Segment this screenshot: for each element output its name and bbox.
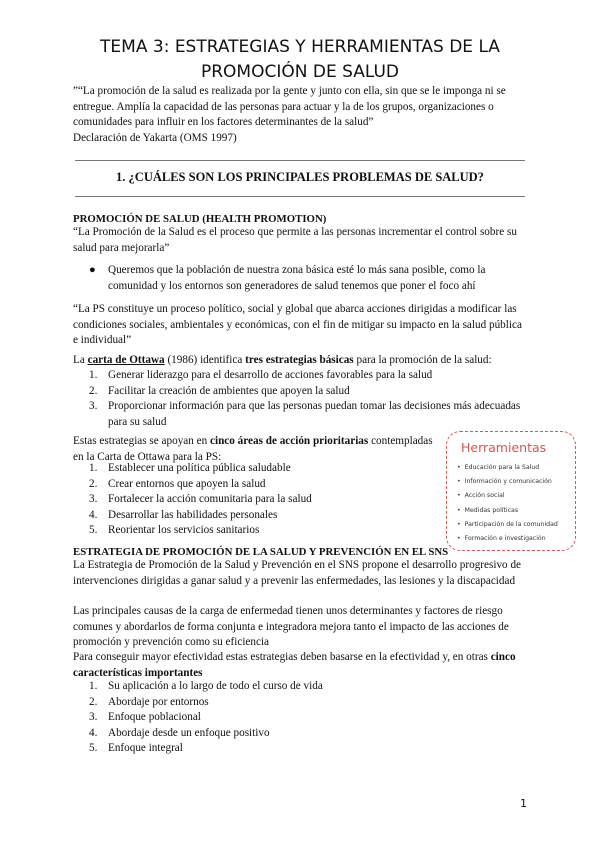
- sns-paragraph-3: [73, 650, 533, 681]
- sns-paragraph-2: Las principales causas de la carga de enfermedad tienen unos determinantes y factores de riesgo comunes y abordarlos de forma conjunta e integradora mejora tanto el impacto de las acciones de promoción y prevención como su eficiencia: [73, 605, 509, 648]
- list-item: 5. Reorientar los servicios sanitarios: [89, 524, 260, 536]
- bullet-dot: ●: [89, 264, 96, 276]
- promo-bullet: [89, 263, 529, 294]
- ottawa-list: [89, 368, 529, 430]
- list-item: 2. Facilitar la creación de ambientes que apoyen la salud: [89, 384, 350, 397]
- page-title: TEMA 3: ESTRATEGIAS Y HERRAMIENTAS DE LA PROMOCIÓN DE SALUD: [100, 37, 500, 82]
- list-item: 1. Establecer una política pública saludable: [89, 462, 291, 474]
- section-heading: 1. ¿CUÁLES SON LOS PRINCIPALES PROBLEMAS DE SALUD?: [116, 170, 484, 184]
- list-item: 1. Generar liderazgo para el desarrollo de acciones favorables para la salud: [89, 369, 433, 381]
- areas-post: contempladas en la Carta de Ottawa para la PS:: [73, 435, 433, 463]
- list-item: 4. Desarrollar las habilidades personales: [89, 508, 278, 521]
- ottawa-link[interactable]: carta de Ottawa: [87, 354, 165, 366]
- divider-top: [75, 160, 525, 161]
- intro-quote: ”“La promoción de la salud es realizada por la gente y junto con ella, sin que se le imponga ni se entregue. Amplía la capacidad de las personas para actuar y la de los grupos, organizaciones o comunidades para influir en los factores determinantes de la salud”: [73, 85, 506, 128]
- divider-bottom: [75, 196, 525, 197]
- list-item: • Educación para la Salud: [457, 461, 577, 475]
- sns-p3-text: Para conseguir mayor efectividad estas estrategias deben basarse en la efectividad y, en otras: [73, 651, 488, 663]
- list-item: 3. Enfoque poblacional: [89, 711, 201, 723]
- intro-source: Declaración de Yakarta (OMS 1997): [73, 131, 237, 144]
- sns-paragraph-1: La Estrategia de Promoción de la Salud y Prevención en el SNS propone el desarrollo progresivo de intervenciones dirigidas a ganar salud y a prevenir las enfermedades, las lesiones y la discapacidad: [73, 559, 522, 587]
- list-item: 3. Fortalecer la acción comunitaria para la salud: [89, 493, 312, 505]
- list-item: • Medidas políticas: [457, 504, 577, 518]
- promo-quote-2: “La PS constituye un proceso político, social y global que abarca acciones dirigidas a modificar las condiciones sociales, ambientales y económicas, con el fin de mitigar su impacto en la salud pública e individual”: [73, 303, 522, 346]
- ottawa-intro: [73, 353, 528, 369]
- ottawa-mid: (1986) identifica: [167, 354, 243, 366]
- areas-bold: cinco áreas de acción prioritarias: [210, 435, 369, 447]
- promo-quote-1: “La Promoción de la Salud es el proceso que permite a las personas incrementar el control sobre su salud para mejorarla”: [73, 226, 517, 254]
- tools-box: [446, 431, 576, 551]
- sns-list: [89, 679, 529, 757]
- list-item: 2. Crear entornos que apoyen la salud: [89, 477, 266, 490]
- areas-pre: Estas estrategias se apoyan en: [73, 435, 208, 447]
- promo-bullet-text: Queremos que la población de nuestra zona básica esté lo más sana posible, como la comunidad y los entornos son generadores de salud tenemos que poner el foco ahí: [108, 264, 486, 292]
- ottawa-bold: tres estrategias básicas: [245, 354, 354, 366]
- tools-list: [457, 461, 577, 546]
- sns-p3-bold: cinco características importantes: [73, 651, 516, 679]
- list-item: 4. Abordaje desde un enfoque positivo: [89, 726, 270, 739]
- list-item: 2. Abordaje por entornos: [89, 695, 209, 708]
- list-item: • Participación de la comunidad: [457, 518, 577, 532]
- tools-title: Herramientas: [461, 440, 547, 455]
- list-item: • Información y comunicación: [457, 475, 577, 489]
- list-item: • Acción social: [457, 489, 577, 503]
- promo-heading: PROMOCIÓN DE SALUD (HEALTH PROMOTION): [73, 213, 327, 225]
- list-item: 1. Su aplicación a lo largo de todo el curso de vida: [89, 680, 323, 692]
- areas-list: [89, 461, 429, 539]
- ottawa-post: para la promoción de la salud:: [356, 354, 492, 366]
- ottawa-pre: La: [73, 354, 85, 366]
- intro-quote-block: [73, 84, 533, 146]
- page-number: 1: [520, 797, 527, 810]
- list-item: • Formación e investigación: [457, 532, 577, 546]
- list-item: 5. Enfoque integral: [89, 742, 183, 754]
- sns-heading: ESTRATEGIA DE PROMOCIÓN DE LA SALUD Y PREVENCIÓN EN EL SNS: [73, 546, 449, 558]
- list-item: 3. Proporcionar información para que las personas puedan tomar las decisiones más adecuadas para su salud: [89, 400, 521, 428]
